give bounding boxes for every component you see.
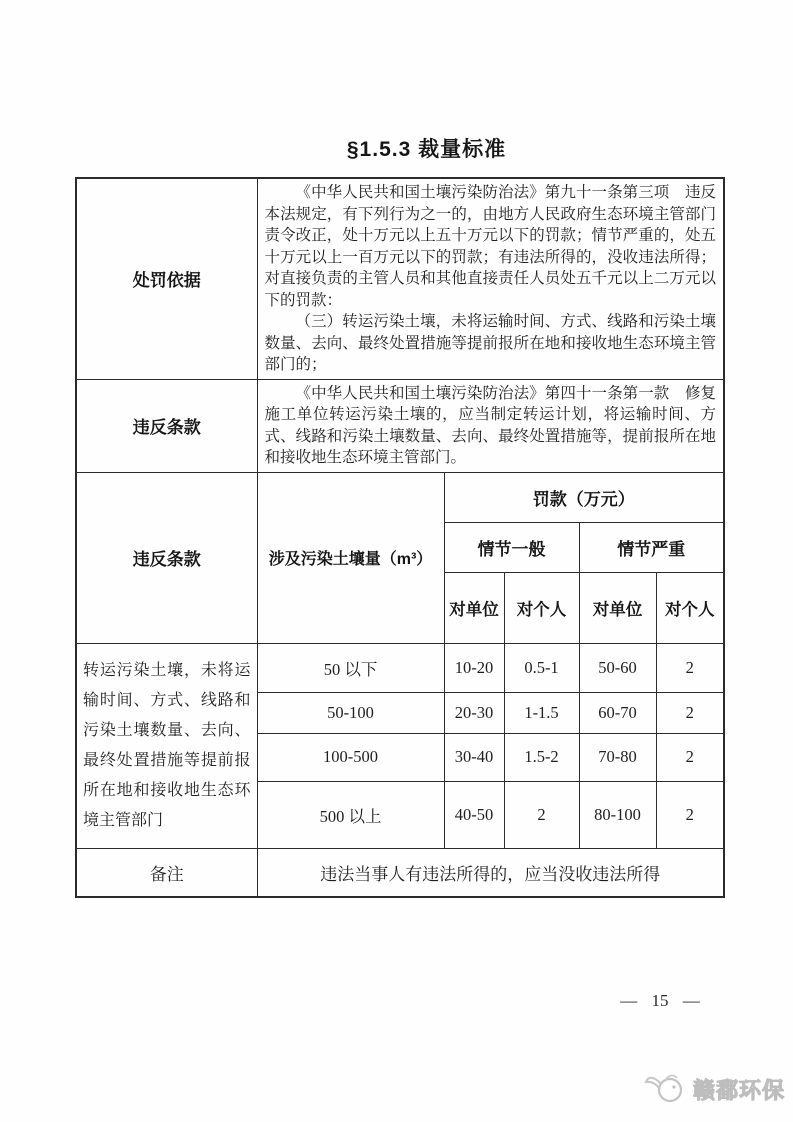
value-cell: 40-50: [444, 781, 504, 848]
table-row: [76, 379, 724, 472]
value-cell: 60-70: [579, 692, 656, 733]
table-row: [76, 178, 724, 379]
watermark-text: 赣鄱环保: [693, 1078, 786, 1103]
severity-severe-header: 情节严重: [579, 522, 724, 572]
person-header-general: 对个人: [504, 572, 579, 643]
remark-text: 违法当事人有违法所得的，应当没收违法所得: [257, 848, 724, 897]
severity-general-header: 情节一般: [444, 522, 579, 572]
value-cell: 1.5-2: [504, 733, 579, 781]
violated-clause-paragraph: 《中华人民共和国土壤污染防治法》第四十一条第一款 修复施工单位转运污染土壤的，应当制定转运计划，将运输时间、方式、线路和污染土壤数量、去向、最终处置措施等，提前报所在地和接收地生态环境主管部门。: [264, 384, 717, 466]
amount-cell: 500 以上: [257, 781, 444, 848]
unit-header-severe: 对单位: [579, 572, 656, 643]
violated-clause-label: 违反条款: [76, 379, 257, 472]
amount-cell: 100-500: [257, 733, 444, 781]
unit-header-general: 对单位: [444, 572, 504, 643]
table-row: [76, 472, 724, 522]
value-cell: 30-40: [444, 733, 504, 781]
amount-cell: 50-100: [257, 692, 444, 733]
value-cell: 20-30: [444, 692, 504, 733]
page-number: — 15 —: [620, 991, 700, 1010]
penalty-basis-paragraph-2: （三）转运污染土壤，未将运输时间、方式、线路和污染土壤数量、去向、最终处置措施等提前报所在地和接收地生态环境主管部门的；: [264, 313, 717, 373]
value-cell: 50-60: [579, 643, 656, 692]
value-cell: 1-1.5: [504, 692, 579, 733]
value-cell: 2: [656, 643, 724, 692]
page-title: §1.5.3 裁量标准: [346, 138, 507, 161]
fine-header: 罚款（万元）: [444, 472, 724, 522]
violation-description: 转运污染土壤，未将运输时间、方式、线路和污染土壤数量、去向、最终处置措施等提前报所在地和接收地生态环境主管部门: [76, 643, 257, 848]
amount-cell: 50 以下: [257, 643, 444, 692]
remark-label: 备注: [76, 848, 257, 897]
value-cell: 80-100: [579, 781, 656, 848]
value-cell: 70-80: [579, 733, 656, 781]
matrix-row-label: 违反条款: [76, 472, 257, 643]
violated-clause-text: [257, 379, 724, 472]
person-header-severe: 对个人: [656, 572, 724, 643]
penalty-basis-label: 处罚依据: [76, 178, 257, 379]
penalty-basis-text: [257, 178, 724, 379]
watermark-logo-icon: [644, 1070, 688, 1109]
watermark: [644, 1070, 785, 1109]
penalty-basis-paragraph-1: 《中华人民共和国土壤污染防治法》第九十一条第三项 违反本法规定，有下列行为之一的，由地方人民政府生态环境主管部门责令改正，处十万元以上五十万元以下的罚款；情节严重的，处五十万元以上一百万元以下的罚款；有违法所得的，没收违法所得；对直接负责的主管人员和其他直接责任人员处五千元以上二万元以下的罚款：: [264, 184, 717, 309]
discretion-standards-table: [75, 177, 725, 898]
value-cell: 2: [504, 781, 579, 848]
value-cell: 2: [656, 733, 724, 781]
value-cell: 2: [656, 692, 724, 733]
table-row: [76, 643, 724, 692]
table-row: [76, 848, 724, 897]
value-cell: 10-20: [444, 643, 504, 692]
amount-header: 涉及污染土壤量（m³）: [257, 472, 444, 643]
value-cell: 2: [656, 781, 724, 848]
value-cell: 0.5-1: [504, 643, 579, 692]
